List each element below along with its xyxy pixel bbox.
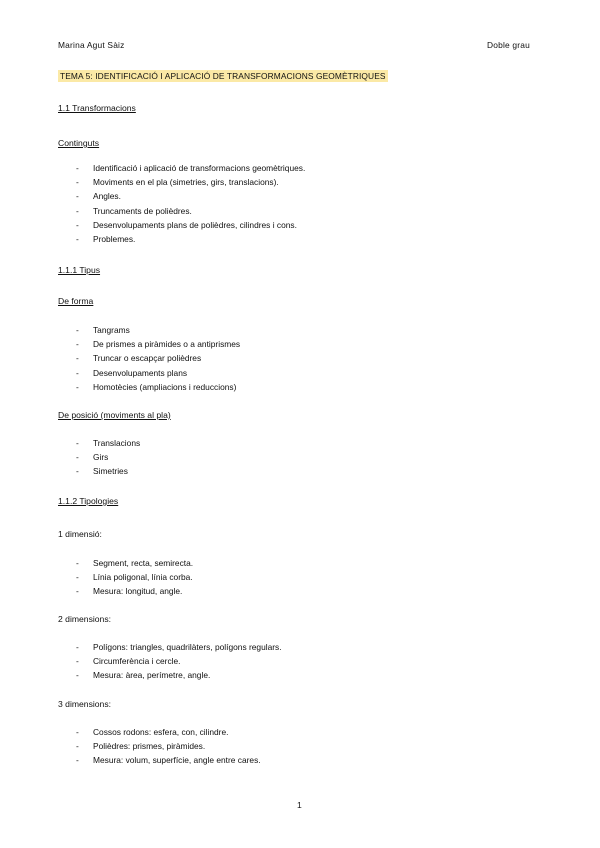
header-author: Marina Agut Sàiz bbox=[58, 40, 125, 50]
list-item: - Circumferència i cercle. bbox=[76, 654, 282, 668]
list-item: - Mesura: longitud, angle. bbox=[76, 584, 193, 598]
list-item: - Desenvolupaments plans bbox=[76, 366, 240, 380]
bullet-dash: - bbox=[76, 381, 79, 392]
list-item: - Línia poligonal, línia corba. bbox=[76, 570, 193, 584]
bullet-dash: - bbox=[76, 727, 79, 737]
list-item: - Polígons: triangles, quadrilàters, polígons regulars. bbox=[76, 640, 282, 654]
section-1-1-1-heading: 1.1.1 Tipus bbox=[58, 265, 101, 275]
list-item: - Identificació i aplicació de transformacions geomètriques. bbox=[76, 161, 305, 175]
section-1-1-2-heading: 1.1.2 Tipologies bbox=[58, 496, 119, 506]
list-item: - Segment, recta, semirecta. bbox=[76, 556, 193, 570]
list-item: - Polièdres: prismes, piràmides. bbox=[76, 739, 261, 753]
bullet-dash: - bbox=[76, 233, 79, 244]
bullet-dash: - bbox=[76, 642, 79, 652]
bullet-dash: - bbox=[76, 558, 79, 568]
dim1-list bbox=[76, 556, 193, 599]
bullet-dash: - bbox=[76, 741, 79, 752]
bullet-dash: - bbox=[76, 572, 79, 583]
bullet-dash: - bbox=[76, 466, 79, 477]
de-forma-heading: De forma bbox=[58, 296, 94, 306]
list-item: - Mesura: volum, superfície, angle entre cares. bbox=[76, 753, 261, 767]
list-item: - Simetries bbox=[76, 464, 140, 478]
header-course: Doble grau bbox=[487, 40, 530, 50]
bullet-dash: - bbox=[76, 219, 79, 230]
list-item: - Moviments en el pla (simetries, girs, translacions). bbox=[76, 175, 305, 189]
page-number: 1 bbox=[297, 800, 302, 810]
de-forma-list bbox=[76, 323, 240, 394]
bullet-dash: - bbox=[76, 325, 79, 335]
bullet-dash: - bbox=[76, 586, 79, 597]
bullet-dash: - bbox=[76, 163, 79, 173]
dim1-heading: 1 dimensió: bbox=[58, 529, 102, 539]
bullet-dash: - bbox=[76, 670, 79, 681]
bullet-dash: - bbox=[76, 205, 79, 216]
dim2-heading: 2 dimensions: bbox=[58, 614, 112, 624]
list-item: - Cossos rodons: esfera, con, cilindre. bbox=[76, 725, 261, 739]
dim3-heading: 3 dimensions: bbox=[58, 699, 112, 709]
list-item: - Homotècies (ampliacions i reduccions) bbox=[76, 380, 240, 394]
list-item: - Translacions bbox=[76, 436, 140, 450]
section-1-1-heading: 1.1 Transformacions bbox=[58, 103, 136, 113]
list-item: - Tangrams bbox=[76, 323, 240, 337]
dim3-list bbox=[76, 725, 261, 768]
list-item: - Mesura: àrea, perímetre, angle. bbox=[76, 668, 282, 682]
list-item: - Problemes. bbox=[76, 232, 305, 246]
continguts-heading: Continguts bbox=[58, 138, 100, 148]
bullet-dash: - bbox=[76, 339, 79, 350]
bullet-dash: - bbox=[76, 656, 79, 667]
dim2-list bbox=[76, 640, 282, 683]
bullet-dash: - bbox=[76, 452, 79, 463]
de-posicio-list bbox=[76, 436, 140, 479]
continguts-list bbox=[76, 161, 305, 246]
list-item: - Desenvolupaments plans de polièdres, cilindres i cons. bbox=[76, 218, 305, 232]
bullet-dash: - bbox=[76, 177, 79, 188]
bullet-dash: - bbox=[76, 191, 79, 202]
bullet-dash: - bbox=[76, 755, 79, 766]
bullet-dash: - bbox=[76, 438, 79, 448]
list-item: - De prismes a piràmides o a antiprismes bbox=[76, 337, 240, 351]
de-posicio-heading: De posició (moviments al pla) bbox=[58, 410, 171, 420]
list-item: - Angles. bbox=[76, 189, 305, 203]
list-item: - Truncar o escapçar polièdres bbox=[76, 351, 240, 365]
list-item: - Girs bbox=[76, 450, 140, 464]
bullet-dash: - bbox=[76, 367, 79, 378]
document-title: TEMA 5: IDENTIFICACIÓ I APLICACIÓ DE TRANSFORMACIONS GEOMÈTRIQUES bbox=[60, 71, 386, 81]
list-item: - Truncaments de polièdres. bbox=[76, 204, 305, 218]
bullet-dash: - bbox=[76, 353, 79, 364]
